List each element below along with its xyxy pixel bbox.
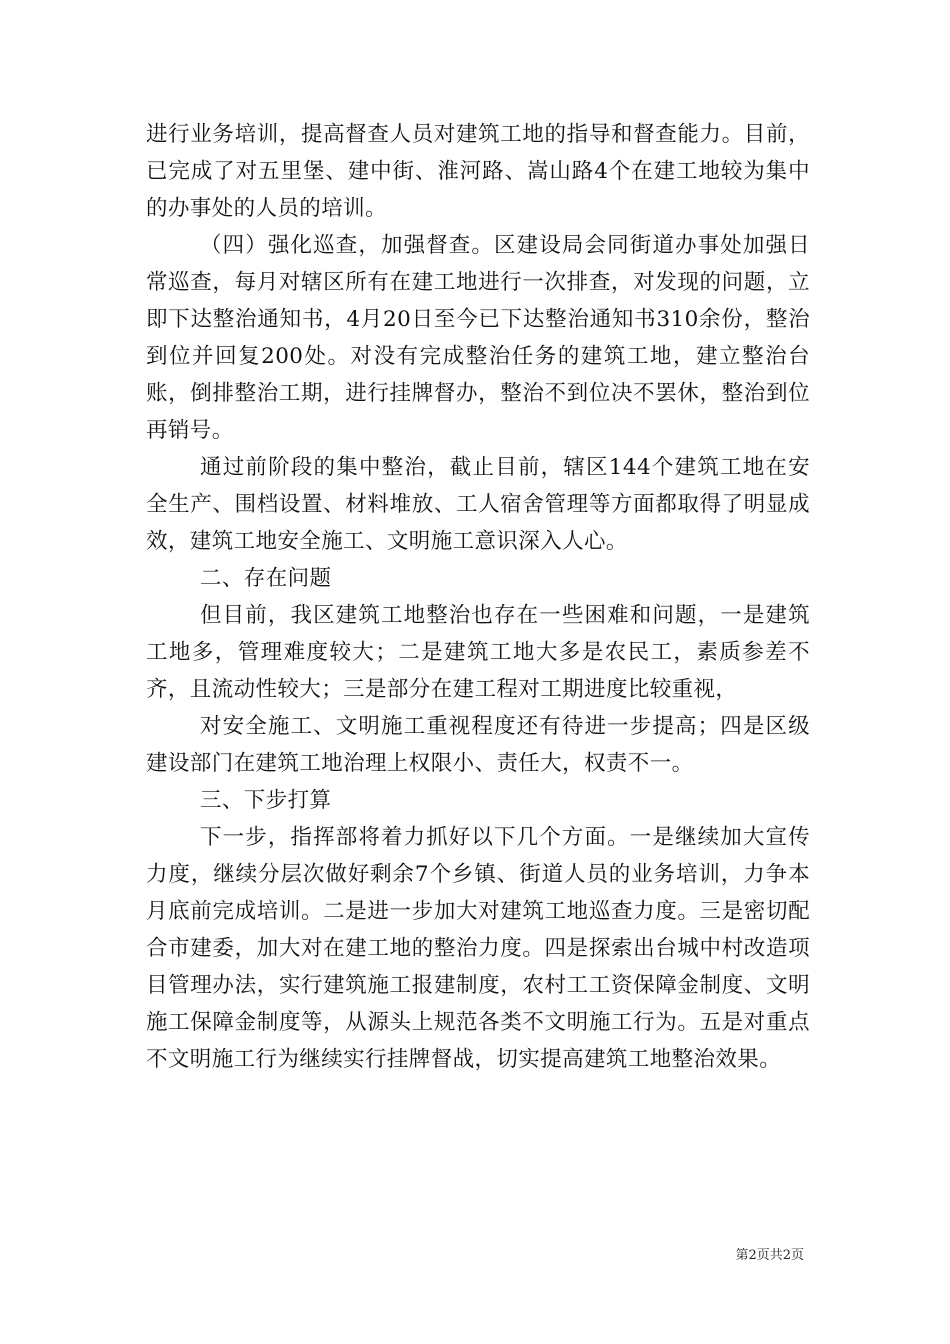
page-number-footer: 第2页共2页 bbox=[735, 1248, 804, 1263]
paragraph-problems-continued: 对安全施工、文明施工重视程度还有待进一步提高；四是区级建设部门在建筑工地治理上权限小、责任大，权责不一。 bbox=[146, 714, 810, 776]
document-body bbox=[146, 116, 810, 1078]
paragraph-results: 通过前阶段的集中整治，截止目前，辖区144个建筑工地在安全生产、围档设置、材料堆放、工人宿舍管理等方面都取得了明显成效，建筑工地安全施工、文明施工意识深入人心。 bbox=[146, 455, 810, 554]
paragraph-next-steps: 下一步，指挥部将着力抓好以下几个方面。一是继续加大宣传力度，继续分层次做好剩余7个乡镇、街道人员的业务培训，力争本月底前完成培训。二是进一步加大对建筑工地巡查力度。三是密切配合市建委，加大对在建工地的整治力度。四是探索出台城中村改造项目管理办法，实行建筑施工报建制度，农村工工资保障金制度、文明施工保障金制度等，从源头上规范各类不文明施工行为。五是对重点不文明施工行为继续实行挂牌督战，切实提高建筑工地整治效果。 bbox=[146, 825, 810, 1072]
paragraph-training: 进行业务培训，提高督查人员对建筑工地的指导和督查能力。目前，已完成了对五里堡、建中街、淮河路、嵩山路4个在建工地较为集中的办事处的人员的培训。 bbox=[146, 122, 810, 221]
paragraph-problems: 但目前，我区建筑工地整治也存在一些困难和问题，一是建筑工地多，管理难度较大；二是建筑工地大多是农民工，素质参差不齐，且流动性较大；三是部分在建工程对工期进度比较重视， bbox=[146, 603, 810, 702]
paragraph-inspection: （四）强化巡查，加强督查。区建设局会同街道办事处加强日常巡查，每月对辖区所有在建工地进行一次排查，对发现的问题，立即下达整治通知书，4月20日至今已下达整治通知书310余份，整治到位并回复200处。对没有完成整治任务的建筑工地，建立整治台账，倒排整治工期，进行挂牌督办，整治不到位决不罢休，整治到位再销号。 bbox=[146, 233, 810, 443]
section-heading-next-steps: 三、下步打算 bbox=[200, 788, 332, 813]
section-heading-problems: 二、存在问题 bbox=[200, 566, 332, 591]
